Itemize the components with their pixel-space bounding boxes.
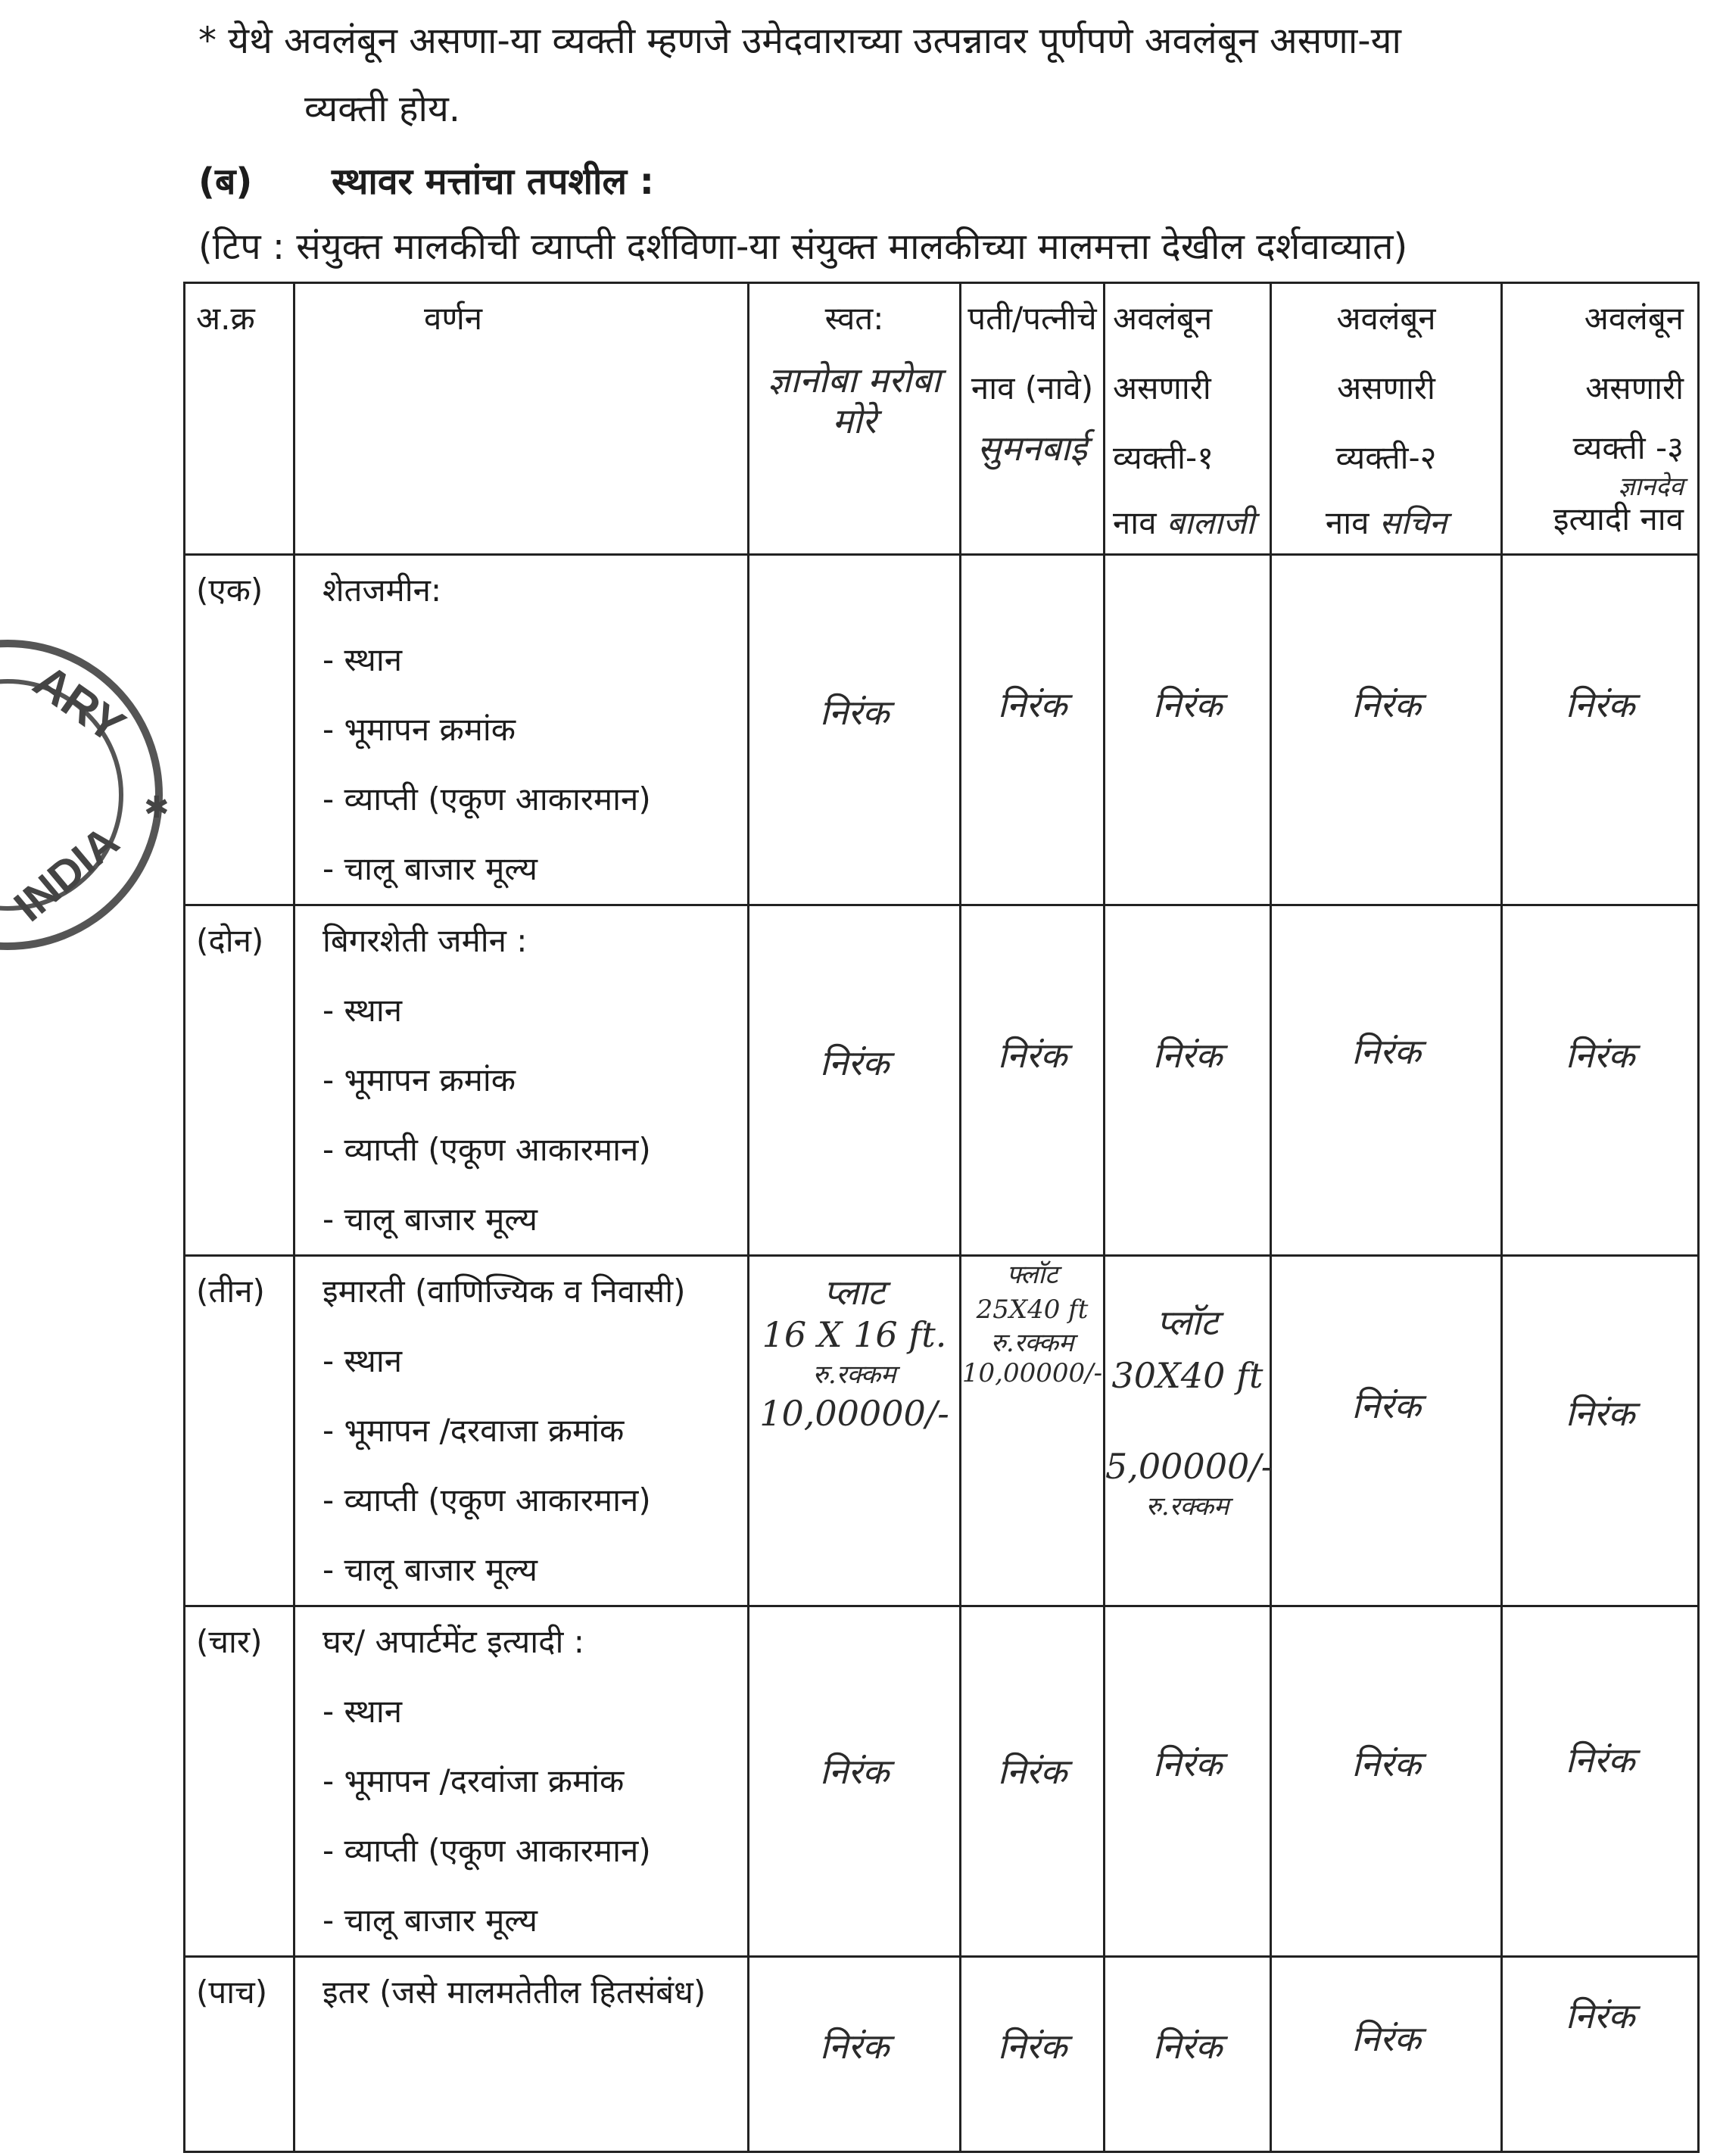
header-dependent-3: अवलंबून असणारी व्यक्ती -३ ज्ञानदेव इत्यादी नाव	[1502, 283, 1699, 555]
footnote-line-1: * येथे अवलंबून असणा-या व्यक्ती म्हणजे उमेदवाराच्या उत्पन्नावर पूर्णपणे अवलंबून असणा-या	[198, 20, 1401, 62]
cell-dependent-1	[1105, 905, 1271, 1256]
table-row	[185, 1256, 1699, 1606]
row-description: घर/ अपार्टमेंट इत्यादी : - स्थान - भूमापन /दरवांजा क्रमांक - व्याप्ती (एकूण आकारमान) - चालू बाजार मूल्य	[294, 1606, 749, 1957]
header-dependent-2: अवलंबून असणारी व्यक्ती-२ नाव सचिन	[1271, 283, 1502, 555]
cell-dependent-3	[1502, 1957, 1699, 2152]
table-row	[185, 905, 1699, 1256]
table-row	[185, 1606, 1699, 1957]
cell-dependent-3	[1502, 1606, 1699, 1957]
section-tip: (टिप : संयुक्त मालकीची व्याप्ती दर्शविणा-या संयुक्त मालकीच्या मालमत्ता देखील दर्शवाव्यात)	[198, 226, 1408, 268]
self-name-handwritten: ज्ञानोबा मरोबा मोरे	[768, 360, 941, 441]
nil-handwritten: निरंक	[1152, 1743, 1223, 1784]
dep1-name-handwritten: बालाजी	[1166, 504, 1255, 541]
row-serial: (दोन)	[185, 905, 294, 1256]
section-label: (ब)	[198, 160, 253, 203]
row-description: इतर (जसे मालमतेतील हितसंबंध)	[294, 1957, 749, 2152]
cell-dependent-3	[1502, 1256, 1699, 1606]
nil-handwritten: निरंक	[819, 692, 890, 733]
header-self: स्वत: ज्ञानोबा मरोबा मोरे	[749, 283, 961, 555]
dep2-name-handwritten: सचिन	[1379, 504, 1447, 541]
cell-spouse	[961, 1606, 1105, 1957]
cell-dependent-2	[1271, 905, 1502, 1256]
cell-dependent-2	[1271, 1957, 1502, 2152]
cell-dependent-2	[1271, 555, 1502, 905]
row-description: बिगरशेती जमीन : - स्थान - भूमापन क्रमांक - व्याप्ती (एकूण आकारमान) - चालू बाजार मूल्य	[294, 905, 749, 1256]
cell-dependent-2	[1271, 1606, 1502, 1957]
spouse-name-handwritten: सुमनबाई	[977, 428, 1087, 469]
section-title: स्थावर मत्तांचा तपशील :	[332, 160, 654, 203]
nil-handwritten: निरंक	[1351, 1743, 1421, 1784]
cell-dependent-1	[1105, 1606, 1271, 1957]
header-description: वर्णन	[294, 283, 749, 555]
nil-handwritten: निरंक	[1351, 1031, 1421, 1072]
cell-spouse	[961, 1957, 1105, 2152]
nil-handwritten: निरंक	[997, 1751, 1067, 1792]
header-spouse: पती/पत्नीचे नाव (नावे) सुमनबाई	[961, 283, 1105, 555]
nil-handwritten: निरंक	[997, 2026, 1067, 2067]
nil-handwritten: निरंक	[819, 1042, 890, 1083]
nil-handwritten: निरंक	[1565, 1740, 1635, 1781]
cell-dependent-1	[1105, 1957, 1271, 2152]
svg-text:✱: ✱	[144, 790, 170, 825]
nil-handwritten: निरंक	[1565, 1393, 1635, 1434]
row-serial: (एक)	[185, 555, 294, 905]
nil-handwritten: निरंक	[1152, 684, 1223, 725]
header-dependent-1: अवलंबून असणारी व्यक्ती-१ नाव बालाजी	[1105, 283, 1271, 555]
immovable-assets-table	[183, 282, 1700, 2153]
cell-self	[749, 1957, 961, 2152]
cell-dependent-1	[1105, 555, 1271, 905]
cell-self	[749, 905, 961, 1256]
cell-dependent-2	[1271, 1256, 1502, 1606]
cell-spouse	[961, 905, 1105, 1256]
nil-handwritten: निरंक	[1565, 684, 1635, 725]
table-row	[185, 555, 1699, 905]
dep3-name-handwritten: ज्ञानदेव	[1618, 472, 1684, 502]
nil-handwritten: निरंक	[1351, 2018, 1421, 2059]
cell-dependent-3	[1502, 555, 1699, 905]
cell-spouse: फ्लॉट 25X40 ft रु.रक्कम 10,00000/-	[961, 1256, 1105, 1606]
nil-handwritten: निरंक	[1565, 1996, 1635, 2036]
nil-handwritten: निरंक	[997, 1035, 1067, 1076]
stamp-text-bottom: INDIA	[5, 816, 129, 931]
nil-handwritten: निरंक	[1152, 1035, 1223, 1076]
cell-dependent-1: प्लॉट 30X40 ft 5,00000/- रु.रक्कम	[1105, 1256, 1271, 1606]
nil-handwritten: निरंक	[1351, 1385, 1421, 1426]
nil-handwritten: निरंक	[1152, 2026, 1223, 2067]
row-description: शेतजमीन: - स्थान - भूमापन क्रमांक - व्याप्ती (एकूण आकारमान) - चालू बाजार मूल्य	[294, 555, 749, 905]
nil-handwritten: निरंक	[997, 684, 1067, 725]
header-serial: अ.क्र	[185, 283, 294, 555]
nil-handwritten: निरंक	[1351, 684, 1421, 725]
row-description: इमारती (वाणिज्यिक व निवासी) - स्थान - भूमापन /दरवाजा क्रमांक - व्याप्ती (एकूण आकारमान) - चालू बाजार मूल्य	[294, 1256, 749, 1606]
cell-self	[749, 1606, 961, 1957]
table-row	[185, 1957, 1699, 2152]
row-serial: (तीन)	[185, 1256, 294, 1606]
stamp-text-top: ARY	[23, 654, 134, 754]
cell-self: प्लाट 16 X 16 ft. रु.रक्कम 10,00000/-	[749, 1256, 961, 1606]
nil-handwritten: निरंक	[819, 1751, 890, 1792]
table-header-row	[185, 283, 1699, 555]
row-serial: (पाच)	[185, 1957, 294, 2152]
footnote-line-2: व्यक्ती होय.	[304, 88, 461, 130]
row-serial: (चार)	[185, 1606, 294, 1957]
cell-self	[749, 555, 961, 905]
cell-dependent-3	[1502, 905, 1699, 1256]
cell-spouse	[961, 555, 1105, 905]
nil-handwritten: निरंक	[1565, 1035, 1635, 1076]
nil-handwritten: निरंक	[819, 2026, 890, 2067]
